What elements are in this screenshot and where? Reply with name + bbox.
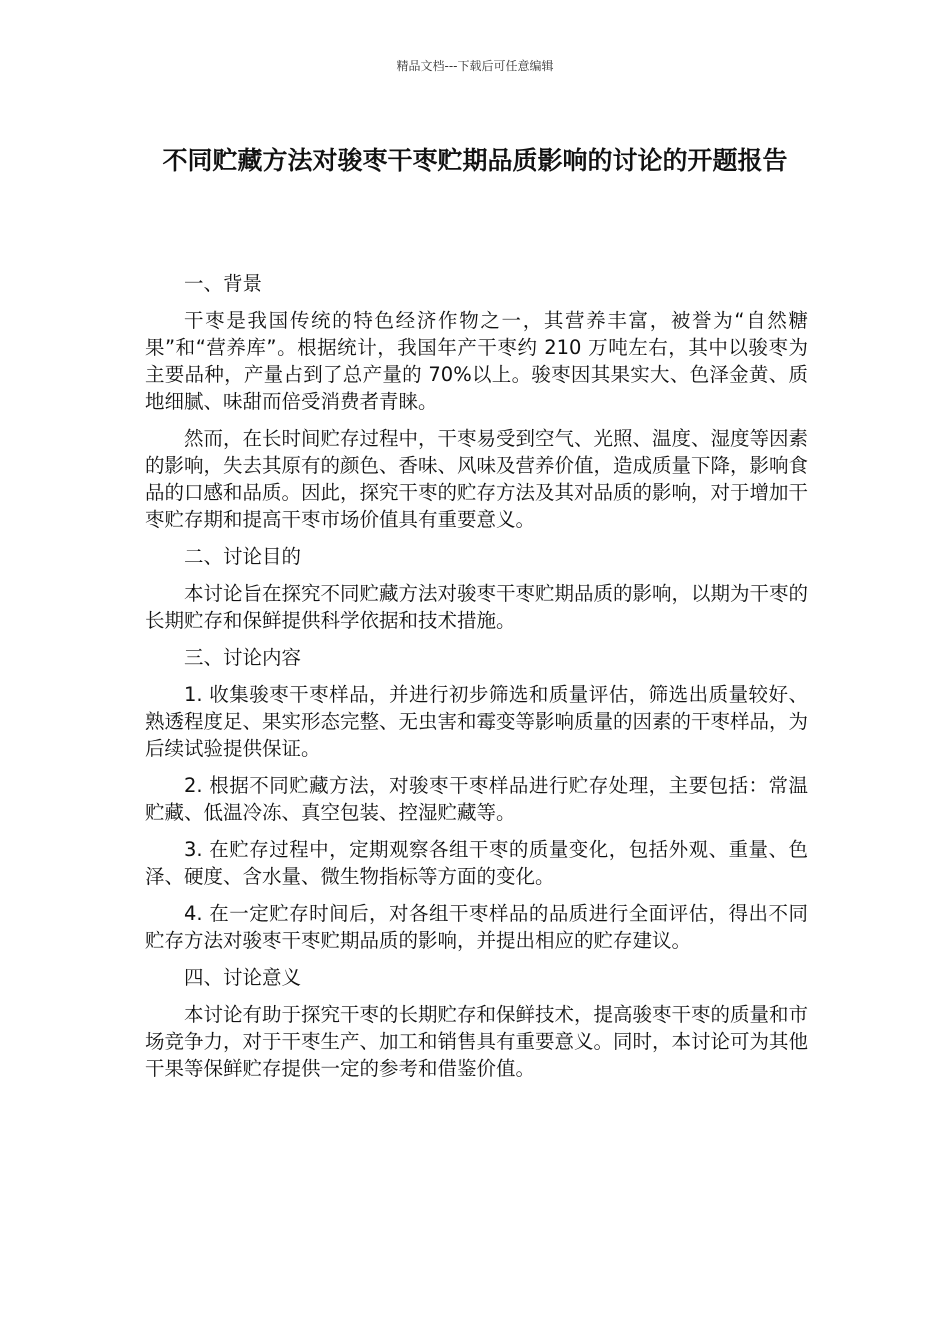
section-heading-purpose: 二、讨论目的 bbox=[184, 545, 302, 568]
list-item: 1. 收集骏枣干枣样品，并进行初步筛选和质量评估，筛选出质量较好、熟透程度足、果实形态完整、无虫害和霉变等影响质量的因素的干枣样品，为后续试验提供保证。 bbox=[145, 683, 809, 760]
list-item: 2. 根据不同贮藏方法，对骏枣干枣样品进行贮存处理，主要包括：常温贮藏、低温冷冻、真空包装、控湿贮藏等。 bbox=[145, 774, 808, 824]
section-heading-significance: 四、讨论意义 bbox=[184, 966, 302, 989]
list-item: 4. 在一定贮存时间后，对各组干枣样品的品质进行全面评估，得出不同贮存方法对骏枣干枣贮期品质的影响，并提出相应的贮存建议。 bbox=[145, 902, 808, 952]
document-title: 不同贮藏方法对骏枣干枣贮期品质影响的讨论的开题报告 bbox=[162, 146, 788, 175]
section-heading-content: 三、讨论内容 bbox=[184, 646, 302, 669]
paragraph: 本讨论有助于探究干枣的长期贮存和保鲜技术，提高骏枣干枣的质量和市场竞争力，对于干枣生产、加工和销售具有重要意义。同时，本讨论可为其他干果等保鲜贮存提供一定的参考和借鉴价值。 bbox=[145, 1003, 809, 1080]
list-item: 3. 在贮存过程中，定期观察各组干枣的质量变化，包括外观、重量、色泽、硬度、含水量、微生物指标等方面的变化。 bbox=[145, 838, 808, 888]
paragraph: 然而，在长时间贮存过程中，干枣易受到空气、光照、温度、湿度等因素的影响，失去其原有的颜色、香味、风味及营养价值，造成质量下降，影响食品的口感和品质。因此，探究干枣的贮存方法及其对品质的影响，对于增加干枣贮存期和提高干枣市场价值具有重要意义。 bbox=[145, 427, 809, 531]
paragraph: 本讨论旨在探究不同贮藏方法对骏枣干枣贮期品质的影响，以期为干枣的长期贮存和保鲜提供科学依据和技术措施。 bbox=[145, 582, 809, 632]
document-body bbox=[145, 270, 808, 1092]
page-header: 精品文档---下载后可任意编辑 bbox=[396, 59, 554, 73]
section-heading-background: 一、背景 bbox=[184, 272, 263, 295]
paragraph: 干枣是我国传统的特色经济作物之一，其营养丰富，被誉为“自然糖果”和“营养库”。根据统计，我国年产干枣约 210 万吨左右，其中以骏枣为主要品种，产量占到了总产量的 70%以上。骏枣因其果实大、色泽金黄、质地细腻、味甜而倍受消费者青睐。 bbox=[145, 309, 808, 413]
